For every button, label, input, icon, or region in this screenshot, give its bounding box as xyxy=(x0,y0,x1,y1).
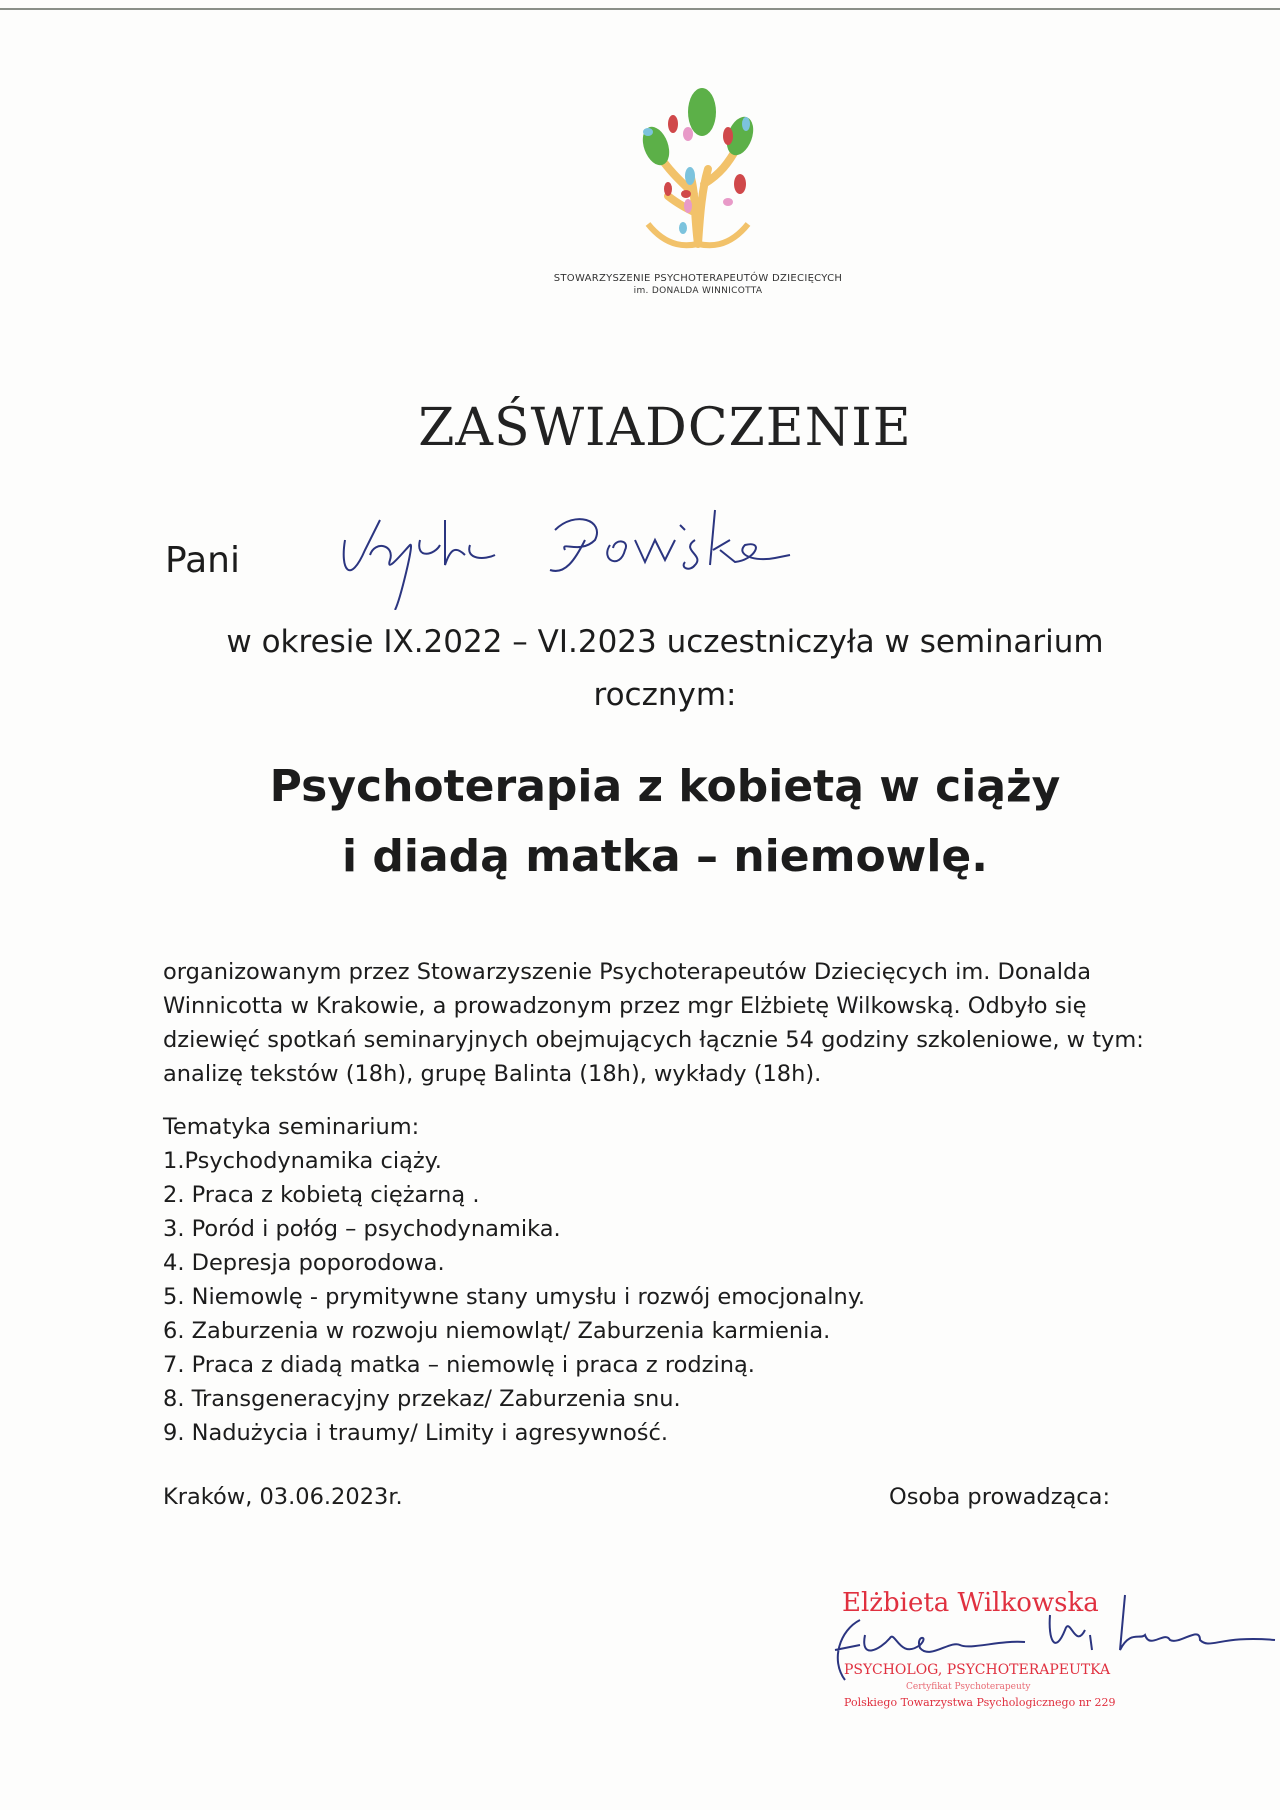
list-item: 7. Praca z diadą matka – niemowlę i praca z rodziną. xyxy=(163,1352,755,1378)
place-date: Kraków, 03.06.2023r. xyxy=(163,1484,403,1510)
stamp-certificate: Certyfikat Psychoterapeuty xyxy=(906,1682,1031,1692)
document-title: ZAŚWIADCZENIE xyxy=(418,398,912,458)
description-paragraph xyxy=(163,955,1163,1091)
description-line: Winnicotta w Krakowie, a prowadzonym przez mgr Elżbietę Wilkowską. Odbyło się xyxy=(163,993,1087,1019)
topics-heading: Tematyka seminarium: xyxy=(163,1114,420,1140)
list-item: 4. Depresja poporodowa. xyxy=(163,1250,445,1276)
scan-edge-line xyxy=(0,8,1280,10)
stamp-title: PSYCHOLOG, PSYCHOTERAPEUTKA xyxy=(844,1662,1111,1678)
seminar-title-line2: i diadą matka – niemowlę. xyxy=(342,831,988,882)
description-line: dziewięć spotkań seminaryjnych obejmujących łącznie 54 godziny szkoleniowe, w tym: xyxy=(163,1027,1144,1053)
seminar-title-line1: Psychoterapia z kobietą w ciąży xyxy=(269,761,1061,812)
period-line: w okresie IX.2022 – VI.2023 uczestniczyła w seminarium xyxy=(226,624,1104,660)
period-line-cont: rocznym: xyxy=(593,677,737,713)
description-line: analizę tekstów (18h), grupę Balinta (18h), wykłady (18h). xyxy=(163,1061,822,1087)
topics-list xyxy=(163,1110,865,1450)
handwritten-name-signature xyxy=(335,500,855,610)
list-item: 2. Praca z kobietą ciężarną . xyxy=(163,1182,480,1208)
salutation: Pani xyxy=(165,540,240,581)
list-item: 6. Zaburzenia w rozwoju niemowląt/ Zaburzenia karmienia. xyxy=(163,1318,831,1344)
organization-name: STOWARZYSZENIE PSYCHOTERAPEUTÓW DZIECIĘCYCH xyxy=(553,273,843,284)
leader-label: Osoba prowadząca: xyxy=(889,1484,1111,1510)
stamp-society: Polskiego Towarzystwa Psychologicznego nr 229 xyxy=(844,1696,1116,1709)
list-item: 3. Poród i połóg – psychodynamika. xyxy=(163,1216,561,1242)
stamp-with-signature xyxy=(820,1570,1280,1720)
organization-patron: im. DONALDA WINNICOTTA xyxy=(633,286,763,296)
list-item: 9. Nadużycia i traumy/ Limity i agresywność. xyxy=(163,1420,668,1446)
description-line: organizowanym przez Stowarzyszenie Psychoterapeutów Dziecięcych im. Donalda xyxy=(163,959,1092,985)
list-item: 1.Psychodynamika ciąży. xyxy=(163,1148,442,1174)
stamp-name: Elżbieta Wilkowska xyxy=(842,1588,1099,1618)
tree-logo-icon xyxy=(628,84,768,250)
list-item: 8. Transgeneracyjny przekaz/ Zaburzenia snu. xyxy=(163,1386,681,1412)
list-item: 5. Niemowlę - prymitywne stany umysłu i rozwój emocjonalny. xyxy=(163,1284,866,1310)
